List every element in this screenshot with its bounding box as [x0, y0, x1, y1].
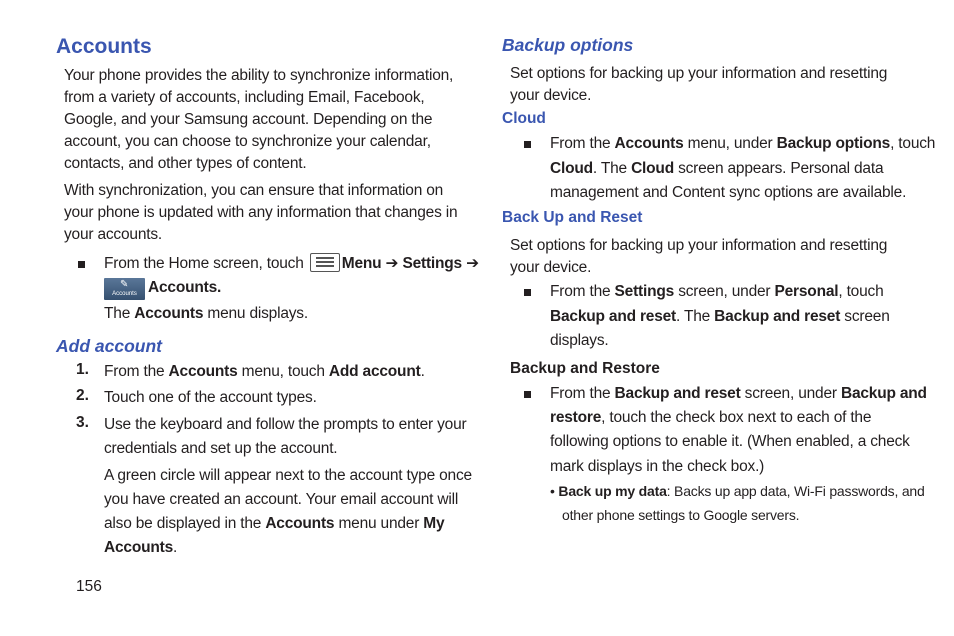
- result-pre: The: [104, 305, 131, 322]
- backup-restore-heading: Backup and Restore: [510, 360, 660, 377]
- menu-icon: [310, 253, 340, 272]
- intro-line-1: Your phone provides the ability to synchronize information,: [64, 67, 454, 84]
- step-number: 2.: [76, 387, 89, 404]
- restore-line-2: [550, 407, 871, 429]
- cloud-heading: Cloud: [502, 110, 546, 127]
- note-4-accounts: Accounts: [104, 539, 174, 556]
- cloud-2-post: screen appears. Personal data: [678, 160, 884, 177]
- accounts-label: Accounts.: [148, 279, 222, 296]
- home-step-line-2: [148, 277, 221, 299]
- accounts-app-icon: [104, 278, 145, 300]
- restore-1-backup-and: Backup and: [840, 385, 927, 402]
- bullet-square: [78, 261, 85, 268]
- reset-intro-line-1: Set options for backing up your information and resetting: [510, 237, 888, 254]
- cloud-1-accounts: Accounts: [614, 135, 684, 152]
- note-3-pre: also be displayed in the: [104, 515, 262, 532]
- note-4-post: .: [173, 539, 178, 556]
- step-3-line-1: Use the keyboard and follow the prompts to enter your: [104, 416, 467, 433]
- backup-options-heading: Backup options: [502, 35, 634, 55]
- note-3-accounts: Accounts: [265, 515, 335, 532]
- page-title: Accounts: [56, 35, 152, 58]
- reset-2-post: screen: [844, 308, 890, 325]
- restore-1-mid: screen, under: [744, 385, 837, 402]
- note-line-4: [104, 537, 177, 559]
- home-step-line-1: [104, 253, 479, 275]
- reset-1-post: , touch: [838, 283, 884, 300]
- sync-line-1: With synchronization, you can ensure that information on: [64, 182, 444, 199]
- reset-1-pre: From the: [550, 283, 611, 300]
- reset-line-3: displays.: [550, 332, 609, 349]
- bullet-square: [524, 391, 531, 398]
- restore-2-post: , touch the check box next to each of the: [601, 409, 872, 426]
- page-number: 156: [76, 578, 102, 595]
- backup-reset-heading: Back Up and Reset: [502, 209, 643, 226]
- settings-label: Settings: [402, 255, 462, 272]
- cloud-1-backup-options: Backup options: [776, 135, 891, 152]
- note-line-3: [104, 513, 444, 535]
- reset-line-1: [550, 281, 884, 303]
- reset-intro-line-2: your device.: [510, 259, 592, 276]
- step-2: Touch one of the account types.: [104, 389, 317, 406]
- arrow-icon: ➔: [466, 255, 479, 272]
- wrench-icon: ✎: [120, 279, 129, 290]
- reset-1-personal: Personal: [774, 283, 839, 300]
- step-number: 3.: [76, 414, 89, 431]
- cloud-line-1: [550, 133, 935, 155]
- cloud-1-post: , touch: [890, 135, 936, 152]
- sub-bullet-dot: •: [550, 483, 555, 499]
- bullet-square: [524, 289, 531, 296]
- sync-line-3: your accounts.: [64, 226, 163, 243]
- sub-bullet-line-2: other phone settings to Google servers.: [562, 507, 800, 523]
- intro-line-5: contacts, and other types of content.: [64, 155, 307, 172]
- restore-1-pre: From the: [550, 385, 611, 402]
- result-post: menu displays.: [207, 305, 308, 322]
- result-bold: Accounts: [134, 305, 204, 322]
- sub-bullet-title: Back up my data: [558, 483, 667, 499]
- sub-bullet-text-1: : Backs up app data, Wi-Fi passwords, and: [666, 483, 925, 499]
- intro-line-4: account, you can choose to synchronize your calendar,: [64, 133, 431, 150]
- note-line-2: you have created an account. Your email account will: [104, 491, 459, 508]
- restore-line-1: [550, 383, 927, 405]
- accounts-icon-label: Accounts: [112, 291, 137, 297]
- restore-1-backup-reset: Backup and reset: [614, 385, 741, 402]
- step-1-post: .: [420, 363, 425, 380]
- note-line-1: A green circle will appear next to the account type once: [104, 467, 472, 484]
- step-1-add-account: Add account: [328, 363, 421, 380]
- bullet-square: [524, 141, 531, 148]
- restore-line-4: mark displays in the check box.): [550, 458, 765, 475]
- cloud-line-2: [550, 158, 883, 180]
- menu-label: Menu: [341, 255, 382, 272]
- step-number: 1.: [76, 361, 89, 378]
- home-step-pre: From the Home screen, touch: [104, 255, 304, 272]
- sub-bullet-line-1: [550, 479, 925, 503]
- reset-line-2: [550, 306, 890, 328]
- reset-2-backup-reset-b: Backup and reset: [714, 308, 841, 325]
- step-1-accounts: Accounts: [168, 363, 238, 380]
- restore-2-restore: restore: [550, 409, 602, 426]
- note-3-my: My: [423, 515, 445, 532]
- backup-intro-line-1: Set options for backing up your information and resetting: [510, 65, 888, 82]
- intro-line-3: Google, and your Samsung account. Depending on the: [64, 111, 433, 128]
- step-3-line-2: credentials and set up the account.: [104, 440, 338, 457]
- note-3-mid: menu under: [338, 515, 420, 532]
- cloud-1-mid: menu, under: [687, 135, 773, 152]
- step-1-mid: menu, touch: [241, 363, 325, 380]
- cloud-1-pre: From the: [550, 135, 611, 152]
- cloud-2-cloud: Cloud: [550, 160, 593, 177]
- cloud-line-3: management and Content sync options are available.: [550, 184, 907, 201]
- backup-intro-line-2: your device.: [510, 87, 592, 104]
- reset-1-settings: Settings: [614, 283, 675, 300]
- step-1: [104, 361, 425, 383]
- home-step-result: [104, 303, 308, 325]
- cloud-2-mid: . The: [592, 160, 627, 177]
- reset-2-mid: . The: [676, 308, 711, 325]
- restore-line-3: following options to enable it. (When enabled, a check: [550, 433, 910, 450]
- step-1-pre: From the: [104, 363, 165, 380]
- sync-line-2: your phone is updated with any information that changes in: [64, 204, 458, 221]
- add-account-heading: Add account: [56, 336, 162, 356]
- cloud-2-cloud-b: Cloud: [631, 160, 674, 177]
- reset-2-backup-reset: Backup and reset: [550, 308, 677, 325]
- intro-line-2: from a variety of accounts, including Email, Facebook,: [64, 89, 425, 106]
- arrow-icon: ➔: [385, 255, 399, 272]
- reset-1-mid: screen, under: [678, 283, 771, 300]
